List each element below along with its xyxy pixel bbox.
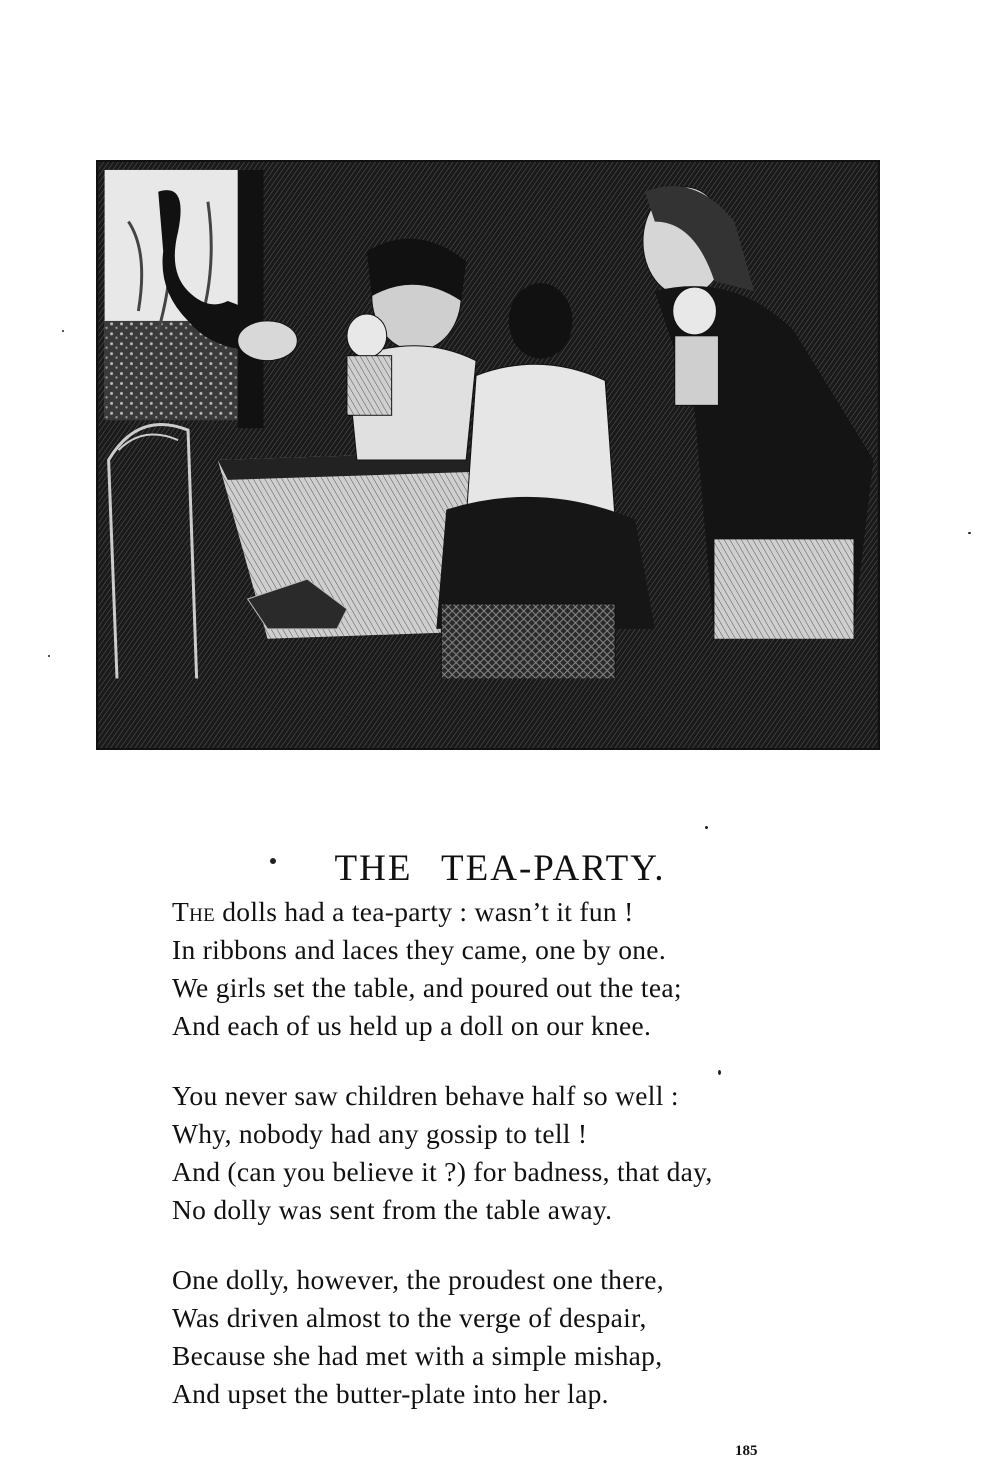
stanza — [172, 893, 872, 1045]
opening-word: The — [172, 896, 216, 927]
ink-speck — [968, 532, 971, 534]
poem-line: We girls set the table, and poured out the tea; — [172, 972, 682, 1003]
poem-line — [172, 893, 872, 931]
poem-line: And each of us held up a doll on our knee. — [172, 1010, 652, 1041]
ink-speck — [62, 330, 64, 332]
poem-line: Why, nobody had any gossip to tell ! — [172, 1118, 588, 1149]
ink-speck — [48, 655, 50, 657]
poem-line: You never saw children behave half so well : — [172, 1080, 679, 1111]
poem-line: And upset the butter-plate into her lap. — [172, 1378, 609, 1409]
poem-line: In ribbons and laces they came, one by one. — [172, 934, 666, 965]
poem-line-text: dolls had a tea-party : wasn’t it fun ! — [222, 896, 634, 927]
stanza — [172, 1077, 872, 1229]
stanza — [172, 1261, 872, 1413]
ink-speck — [718, 1070, 721, 1075]
poem-line: Was driven almost to the verge of despair, — [172, 1302, 647, 1333]
poem-title: THE TEA-PARTY. — [334, 847, 666, 889]
tea-party-illustration — [96, 160, 880, 750]
poem-line: Because she had met with a simple mishap, — [172, 1340, 663, 1371]
ink-speck — [705, 826, 708, 829]
ink-speck — [270, 858, 276, 864]
page-number: 185 — [735, 1443, 758, 1459]
poem-line: And (can you believe it ?) for badness, that day, — [172, 1156, 713, 1187]
poem-body — [172, 893, 872, 1445]
engraving-image — [98, 162, 878, 748]
poem-line: One dolly, however, the proudest one there, — [172, 1264, 664, 1295]
poem-line: No dolly was sent from the table away. — [172, 1194, 613, 1225]
